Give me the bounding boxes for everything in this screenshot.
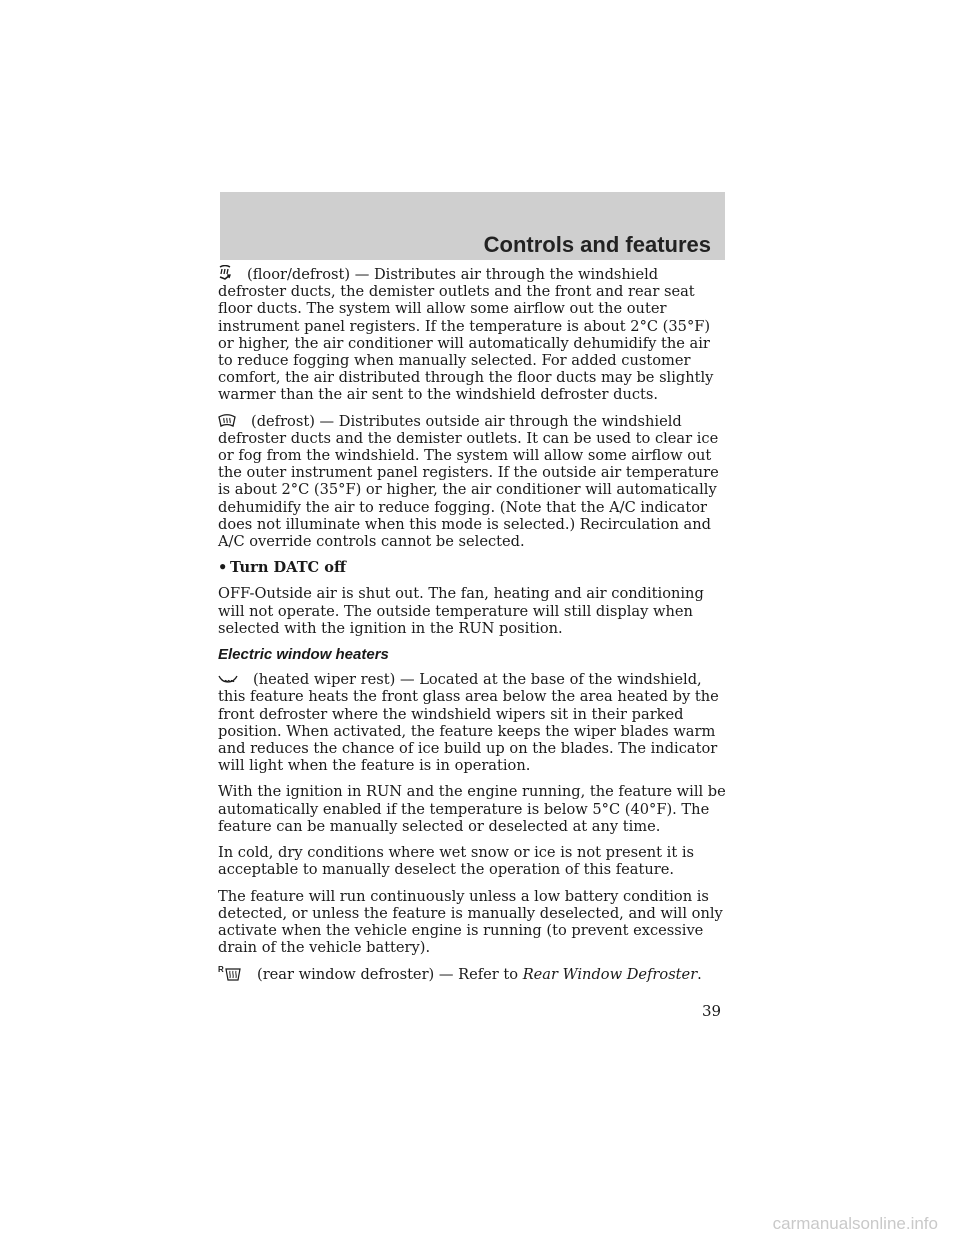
- rear-defroster-text: (rear window defroster) — Refer to: [257, 966, 523, 984]
- ignition-run-paragraph: With the ignition in RUN and the engine running, the feature will be automatically enabled if the temperature is below 5°C (40°F). The feature can be manually selected or deselected at any time.: [218, 783, 726, 835]
- section-heading: Electric window heaters: [218, 646, 389, 664]
- bullet-label: Turn DATC off: [230, 559, 346, 577]
- floor-defrost-paragraph: [218, 265, 728, 404]
- bullet-icon: •: [218, 559, 228, 577]
- svg-text:R: R: [218, 965, 224, 975]
- page-content: [218, 265, 728, 993]
- cold-dry-paragraph: In cold, dry conditions where wet snow or ice is not present it is acceptable to manually deselect the operation of this feature.: [218, 844, 694, 879]
- floor-defrost-text: (floor/defrost) — Distributes air through the windshield defroster ducts, the demister outlets and the front and rear seat floor ducts. The system will allow some airflow out the outer instrument panel registers. If the temperature is about 2°C (35°F) or higher, the air conditioner will automatically dehumidify the air to reduce fogging when manually selected. For added customer comfort, the air distributed through the floor ducts may be slightly warmer than the air sent to the windshield defroster ducts.: [218, 266, 714, 404]
- defrost-text: (defrost) — Distributes outside air through the windshield defroster ducts and the demister outlets. It can be used to clear ice or fog from the windshield. The system will allow some airflow out the outer instrument panel registers. If the outside air temperature is about 2°C (35°F) or higher, the air conditioner will automatically dehumidify the air to reduce fogging. (Note that the A/C indicator does not illuminate when this mode is selected.) Recirculation and A/C override controls cannot be selected.: [218, 412, 719, 551]
- bullet-turn-datc-off: [218, 559, 728, 576]
- rear-defroster-reference: Rear Window Defroster: [522, 966, 698, 984]
- watermark: carmanualsonline.info: [772, 1214, 938, 1233]
- off-paragraph: OFF-Outside air is shut out. The fan, heating and air conditioning will not operate. The outside temperature will still display when selected with the ignition in the RUN position.: [218, 585, 704, 637]
- defrost-paragraph: [218, 413, 728, 551]
- page-number: 39: [702, 1002, 722, 1020]
- rear-defroster-paragraph: [218, 965, 728, 983]
- section-title: Controls and features: [483, 232, 711, 257]
- defrost-icon: [218, 414, 236, 428]
- wiper-rest-text: (heated wiper rest) — Located at the base of the windshield, this feature heats the front glass area below the area heated by the front defroster where the windshield wipers sit in their parked position. When activated, the feature keeps the wiper blades warm and reduces the chance of ice build up on the blades. The indicator will light when the feature is in operation.: [218, 671, 719, 775]
- wiper-rest-paragraph: [218, 671, 728, 774]
- floor-defrost-icon: [218, 265, 232, 281]
- rear-defroster-suffix: .: [697, 966, 702, 984]
- continuous-paragraph: The feature will run continuously unless a low battery condition is detected, or unless the feature is manually deselected, and will only activate when the vehicle engine is running (to prevent excessive drain of the vehicle battery).: [218, 887, 723, 957]
- header-band: [220, 192, 725, 260]
- heated-wiper-rest-icon: [218, 674, 238, 686]
- rear-defroster-icon: [218, 965, 242, 981]
